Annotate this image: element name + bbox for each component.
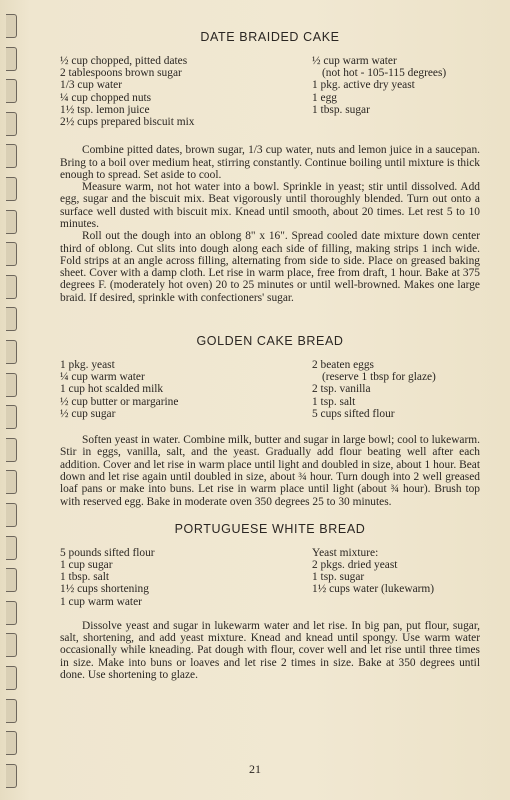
binding-slot <box>6 47 17 71</box>
ingredient-list <box>60 547 480 608</box>
ingredient-column-left <box>60 547 312 608</box>
ingredient: 1 tsp. sugar <box>312 571 365 584</box>
ingredient: 1½ cups water (lukewarm) <box>312 583 435 596</box>
ingredient: ½ cup warm water <box>312 55 397 67</box>
ingredient: 1 cup hot scalded milk <box>60 383 164 396</box>
instruction-paragraph: Measure warm, not hot water into a bowl. Sprinkle in yeast; stir until dissolved. Add egg, sugar and the biscuit mix. Beat vigorously until thoroughly blended. Turn out onto a surface well dusted with biscuit mix. Knead until smooth, about 20 times. Let rest 5 to 10 minutes. <box>60 181 480 230</box>
ingredient-column-right <box>312 359 480 420</box>
ingredient: 1 tbsp. sugar <box>312 103 370 116</box>
ingredient: 1 cup warm water <box>60 595 142 608</box>
ingredient: 1 cup sugar <box>60 559 113 572</box>
ingredient: 1 tbsp. salt <box>60 571 110 584</box>
binding-slot <box>6 699 17 723</box>
ingredient: 2½ cups prepared biscuit mix <box>60 116 195 129</box>
ingredient: 1 egg <box>312 91 337 104</box>
ingredient: ¼ cup chopped nuts <box>60 91 152 104</box>
binding-slot <box>6 633 17 657</box>
ingredient: 5 pounds sifted flour <box>60 546 155 559</box>
binding-slot <box>6 470 17 494</box>
binding-slot <box>6 405 17 429</box>
page-number: 21 <box>249 762 261 776</box>
binding-slot <box>6 373 17 397</box>
binding-slot <box>6 503 17 527</box>
instruction-paragraph: Combine pitted dates, brown sugar, 1/3 cup water, nuts and lemon juice in a saucepan. Bring to a boil over medium heat, stirring constantly. Continue boiling until mixture is thick enough to spread. Set aside to cool. <box>60 144 480 181</box>
binding-slot <box>6 731 17 755</box>
ingredient: ½ cup chopped, pitted dates <box>60 55 188 67</box>
ingredient: 2 tablespoons brown sugar <box>60 67 182 80</box>
recipe-title: GOLDEN CAKE BREAD <box>196 334 344 349</box>
binding-slot <box>6 210 17 234</box>
ingredient: 2 tsp. vanilla <box>312 383 371 396</box>
recipe-title: PORTUGUESE WHITE BREAD <box>174 521 366 536</box>
ingredient-column-left <box>60 55 312 128</box>
recipe-date-braided-cake <box>60 30 480 304</box>
instruction-paragraph: Roll out the dough into an oblong 8" x 16". Spread cooled date mixture down center third of oblong. Cut slits into dough along each side of filling, making strips 1 inch wide. Fold strips at an angle across filling, alternating from side to side. Place on greased baking sheet. Cover with a damp cloth. Let rise in warm place, free from draft, 1 hour. Bake at 375 degrees F. (moderately hot oven) 20 to 25 minutes or until well-browned. Makes one large braid. If desired, sprinkle with confectioners' sugar. <box>60 230 480 304</box>
ingredient: ¼ cup warm water <box>60 371 145 384</box>
ingredient: 2 beaten eggs <box>312 359 374 372</box>
binding-slot <box>6 666 17 690</box>
ingredient: ½ cup sugar <box>60 407 116 420</box>
ingredient-note: (reserve 1 tbsp for glaze) <box>322 371 436 384</box>
binding-slot <box>6 601 17 625</box>
ingredient-heading: Yeast mixture: <box>312 546 379 559</box>
binding-slot <box>6 144 17 168</box>
recipe-title: DATE BRAIDED CAKE <box>200 30 340 44</box>
recipe-portuguese-white-bread <box>60 522 480 682</box>
ingredient-list <box>60 55 480 128</box>
binding-slot <box>6 275 17 299</box>
ingredient: 1 pkg. active dry yeast <box>312 79 415 92</box>
ingredient-column-right <box>312 547 480 608</box>
binding-slot <box>6 177 17 201</box>
ingredient: 5 cups sifted flour <box>312 407 395 420</box>
recipe-golden-cake-bread <box>60 334 480 508</box>
binding-slot <box>6 307 17 331</box>
spiral-binding <box>6 0 24 800</box>
binding-slot <box>6 568 17 592</box>
ingredient-column-right <box>312 55 480 128</box>
ingredient: 1/3 cup water <box>60 79 122 92</box>
ingredient: 1½ tsp. lemon juice <box>60 103 150 116</box>
ingredient-note: (not hot - 105-115 degrees) <box>322 67 447 80</box>
binding-slot <box>6 79 17 103</box>
binding-slot <box>6 438 17 462</box>
binding-slot <box>6 242 17 266</box>
binding-slot <box>6 112 17 136</box>
ingredient: 1½ cups shortening <box>60 583 149 596</box>
page-content <box>60 30 480 681</box>
binding-slot <box>6 14 17 38</box>
ingredient: 1 tsp. salt <box>312 395 356 408</box>
ingredient: ½ cup butter or margarine <box>60 395 179 408</box>
ingredient: 2 pkgs. dried yeast <box>312 559 398 572</box>
ingredient-column-left <box>60 359 312 420</box>
ingredient-list <box>60 359 480 420</box>
instruction-paragraph: Soften yeast in water. Combine milk, butter and sugar in large bowl; cool to lukewarm. Stir in eggs, vanilla, salt, and the yeast. Gradually add flour beating well after each addition. Cover and let rise in warm place until light and doubled in size, about 1 hour. Beat down and let rise again until doubled in size, about ¾ hour. Turn dough into 2 well greased loaf pans or make into buns. Let rise in warm place until light (about ¾ hour). Brush top with reserved egg. Bake in moderate oven 350 degrees 25 to 30 minutes. <box>60 434 480 508</box>
binding-slot <box>6 536 17 560</box>
binding-slot <box>6 340 17 364</box>
ingredient: 1 pkg. yeast <box>60 359 115 372</box>
instruction-paragraph: Dissolve yeast and sugar in lukewarm water and let rise. In big pan, put flour, sugar, salt, shortening, and add yeast mixture. Knead and knead until spongy. Use warm water occasionally while kneading. Pat dough with flour, cover well and let rise until three times in size. Make into buns or loaves and let rise 2 times in size. Bake at 350 degrees until done. Use shortening to glaze. <box>60 619 480 682</box>
